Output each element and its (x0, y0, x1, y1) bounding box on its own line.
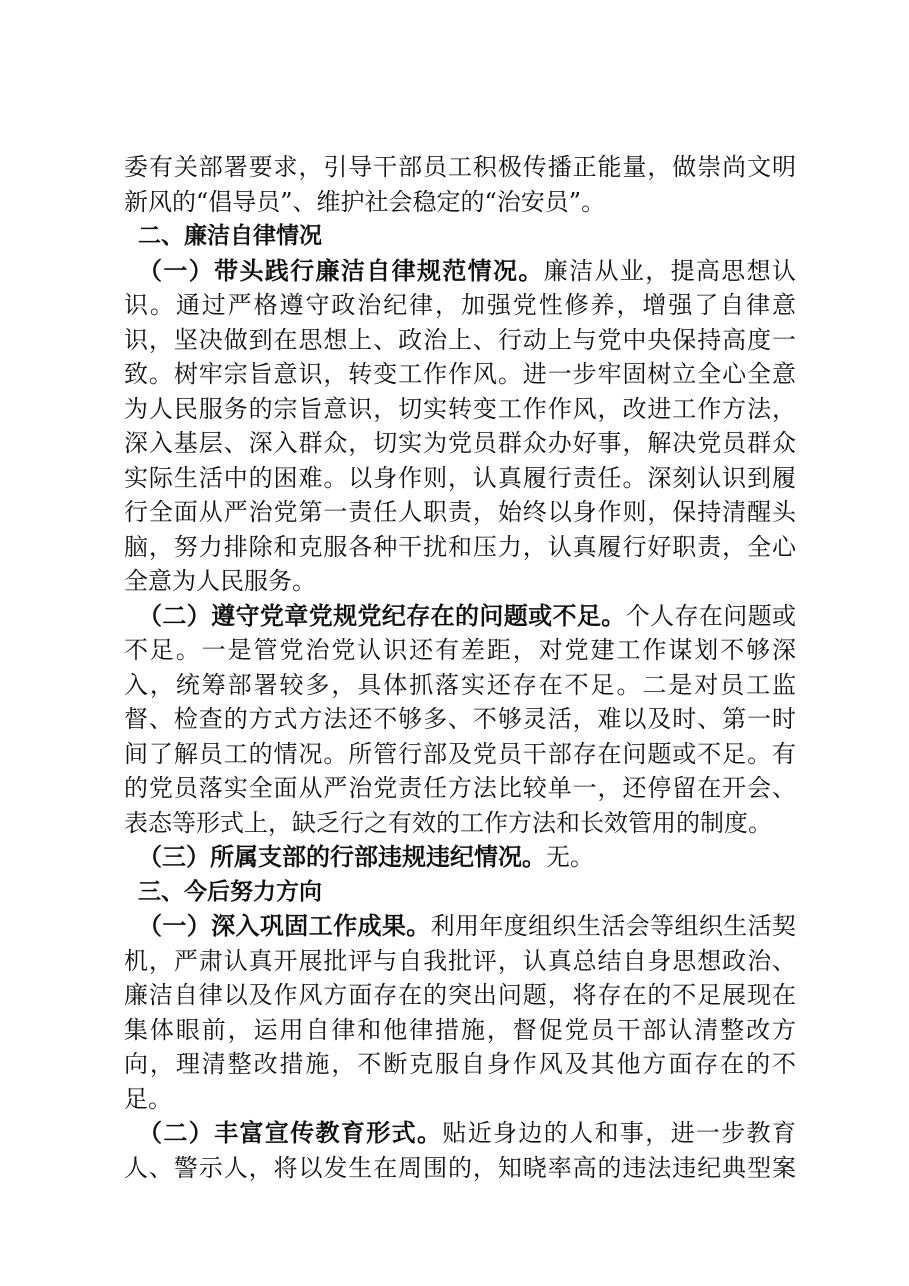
text-line: 行全面从严治党第一责任人职责，始终以身作则，保持清醒头 (124, 498, 796, 526)
text-line: 不足。一是管党治党认识还有差距，对党建工作谋划不够深 (124, 636, 796, 664)
paragraph-first-line (124, 1116, 796, 1151)
text-line: 委有关部署要求，引导干部员工积极传播正能量，做崇尚文明 (124, 153, 796, 181)
paragraph-first-line (124, 254, 796, 289)
paragraph-text: 个人存在问题或 (625, 601, 796, 630)
text-line: 实际生活中的困难。以身作则，认真履行责任。深刻认识到履 (124, 463, 796, 492)
subsection-title: （三）所属支部的行部违规违纪情况。 (138, 842, 546, 871)
text-line: 为人民服务的宗旨意识，切实转变工作作风，改进工作方法， (124, 394, 796, 423)
paragraph-first-line (124, 840, 796, 875)
text-line: 的党员落实全面从严治党责任方法比较单一，还停留在开会、 (124, 774, 796, 802)
text-line: 督、检查的方式方法还不够多、不够灵活，难以及时、第一时 (124, 705, 796, 733)
subsection-title: （一）深入巩固工作成果。 (138, 911, 431, 940)
text-line: 脑，努力排除和克服各种干扰和压力，认真履行好职责，全心 (124, 532, 796, 561)
text-line: 表态等形式上，缺乏行之有效的工作方法和长效管用的制度。 (124, 808, 772, 837)
paragraph-text: 廉洁从业，提高思想认 (543, 256, 796, 285)
text-line: 集体眼前，运用自律和他律措施，督促党员干部认清整改方 (124, 1015, 796, 1044)
paragraph-text: 无。 (546, 843, 594, 871)
section-heading: 二、廉洁自律情况 (138, 223, 322, 249)
text-line: 向，理清整改措施，不断克服自身作风及其他方面存在的不 (124, 1050, 796, 1078)
text-line: 全意为人民服务。 (124, 567, 316, 595)
text-line: 致。树牢宗旨意识，转变工作作风。进一步牢固树立全心全意 (124, 360, 796, 388)
text-line: 廉洁自律以及作风方面存在的突出问题，将存在的不足展现在 (124, 981, 796, 1009)
text-line: 间了解员工的情况。所管行部及党员干部存在问题或不足。有 (124, 739, 796, 768)
text-line: 深入基层、深入群众，切实为党员群众办好事，解决党员群众 (124, 429, 796, 457)
text-line: 足。 (124, 1084, 172, 1113)
paragraph-first-line (124, 599, 796, 634)
text-line: 识。通过严格遵守政治纪律，加强党性修养，增强了自律意 (124, 291, 796, 319)
text-line: 入，统筹部署较多，具体抓落实还存在不足。二是对员工监 (124, 670, 796, 699)
text-line: 新风的“倡导员”、维护社会稳定的“治安员”。 (124, 187, 606, 216)
paragraph-text: 利用年度组织生活会等组织生活契 (430, 912, 796, 940)
paragraph-text: 贴近身边的人和事，进一步教育 (442, 1119, 796, 1147)
section-heading: 三、今后努力方向 (138, 878, 322, 905)
text-line: 识，坚决做到在思想上、政治上、行动上与党中央保持高度一 (124, 325, 796, 354)
text-line: 机，严肃认真开展批评与自我批评，认真总结自身思想政治、 (124, 946, 796, 975)
text-line: 人、警示人，将以发生在周围的，知晓率高的违法违纪典型案 (124, 1153, 796, 1182)
subsection-title: （一）带头践行廉洁自律规范情况。 (138, 255, 544, 285)
subsection-title: （二）丰富宣传教育形式。 (138, 1118, 443, 1147)
subsection-title: （二）遵守党章党规党纪存在的问题或不足。 (138, 600, 626, 630)
document-body (124, 150, 796, 1185)
paragraph-first-line (124, 909, 796, 944)
